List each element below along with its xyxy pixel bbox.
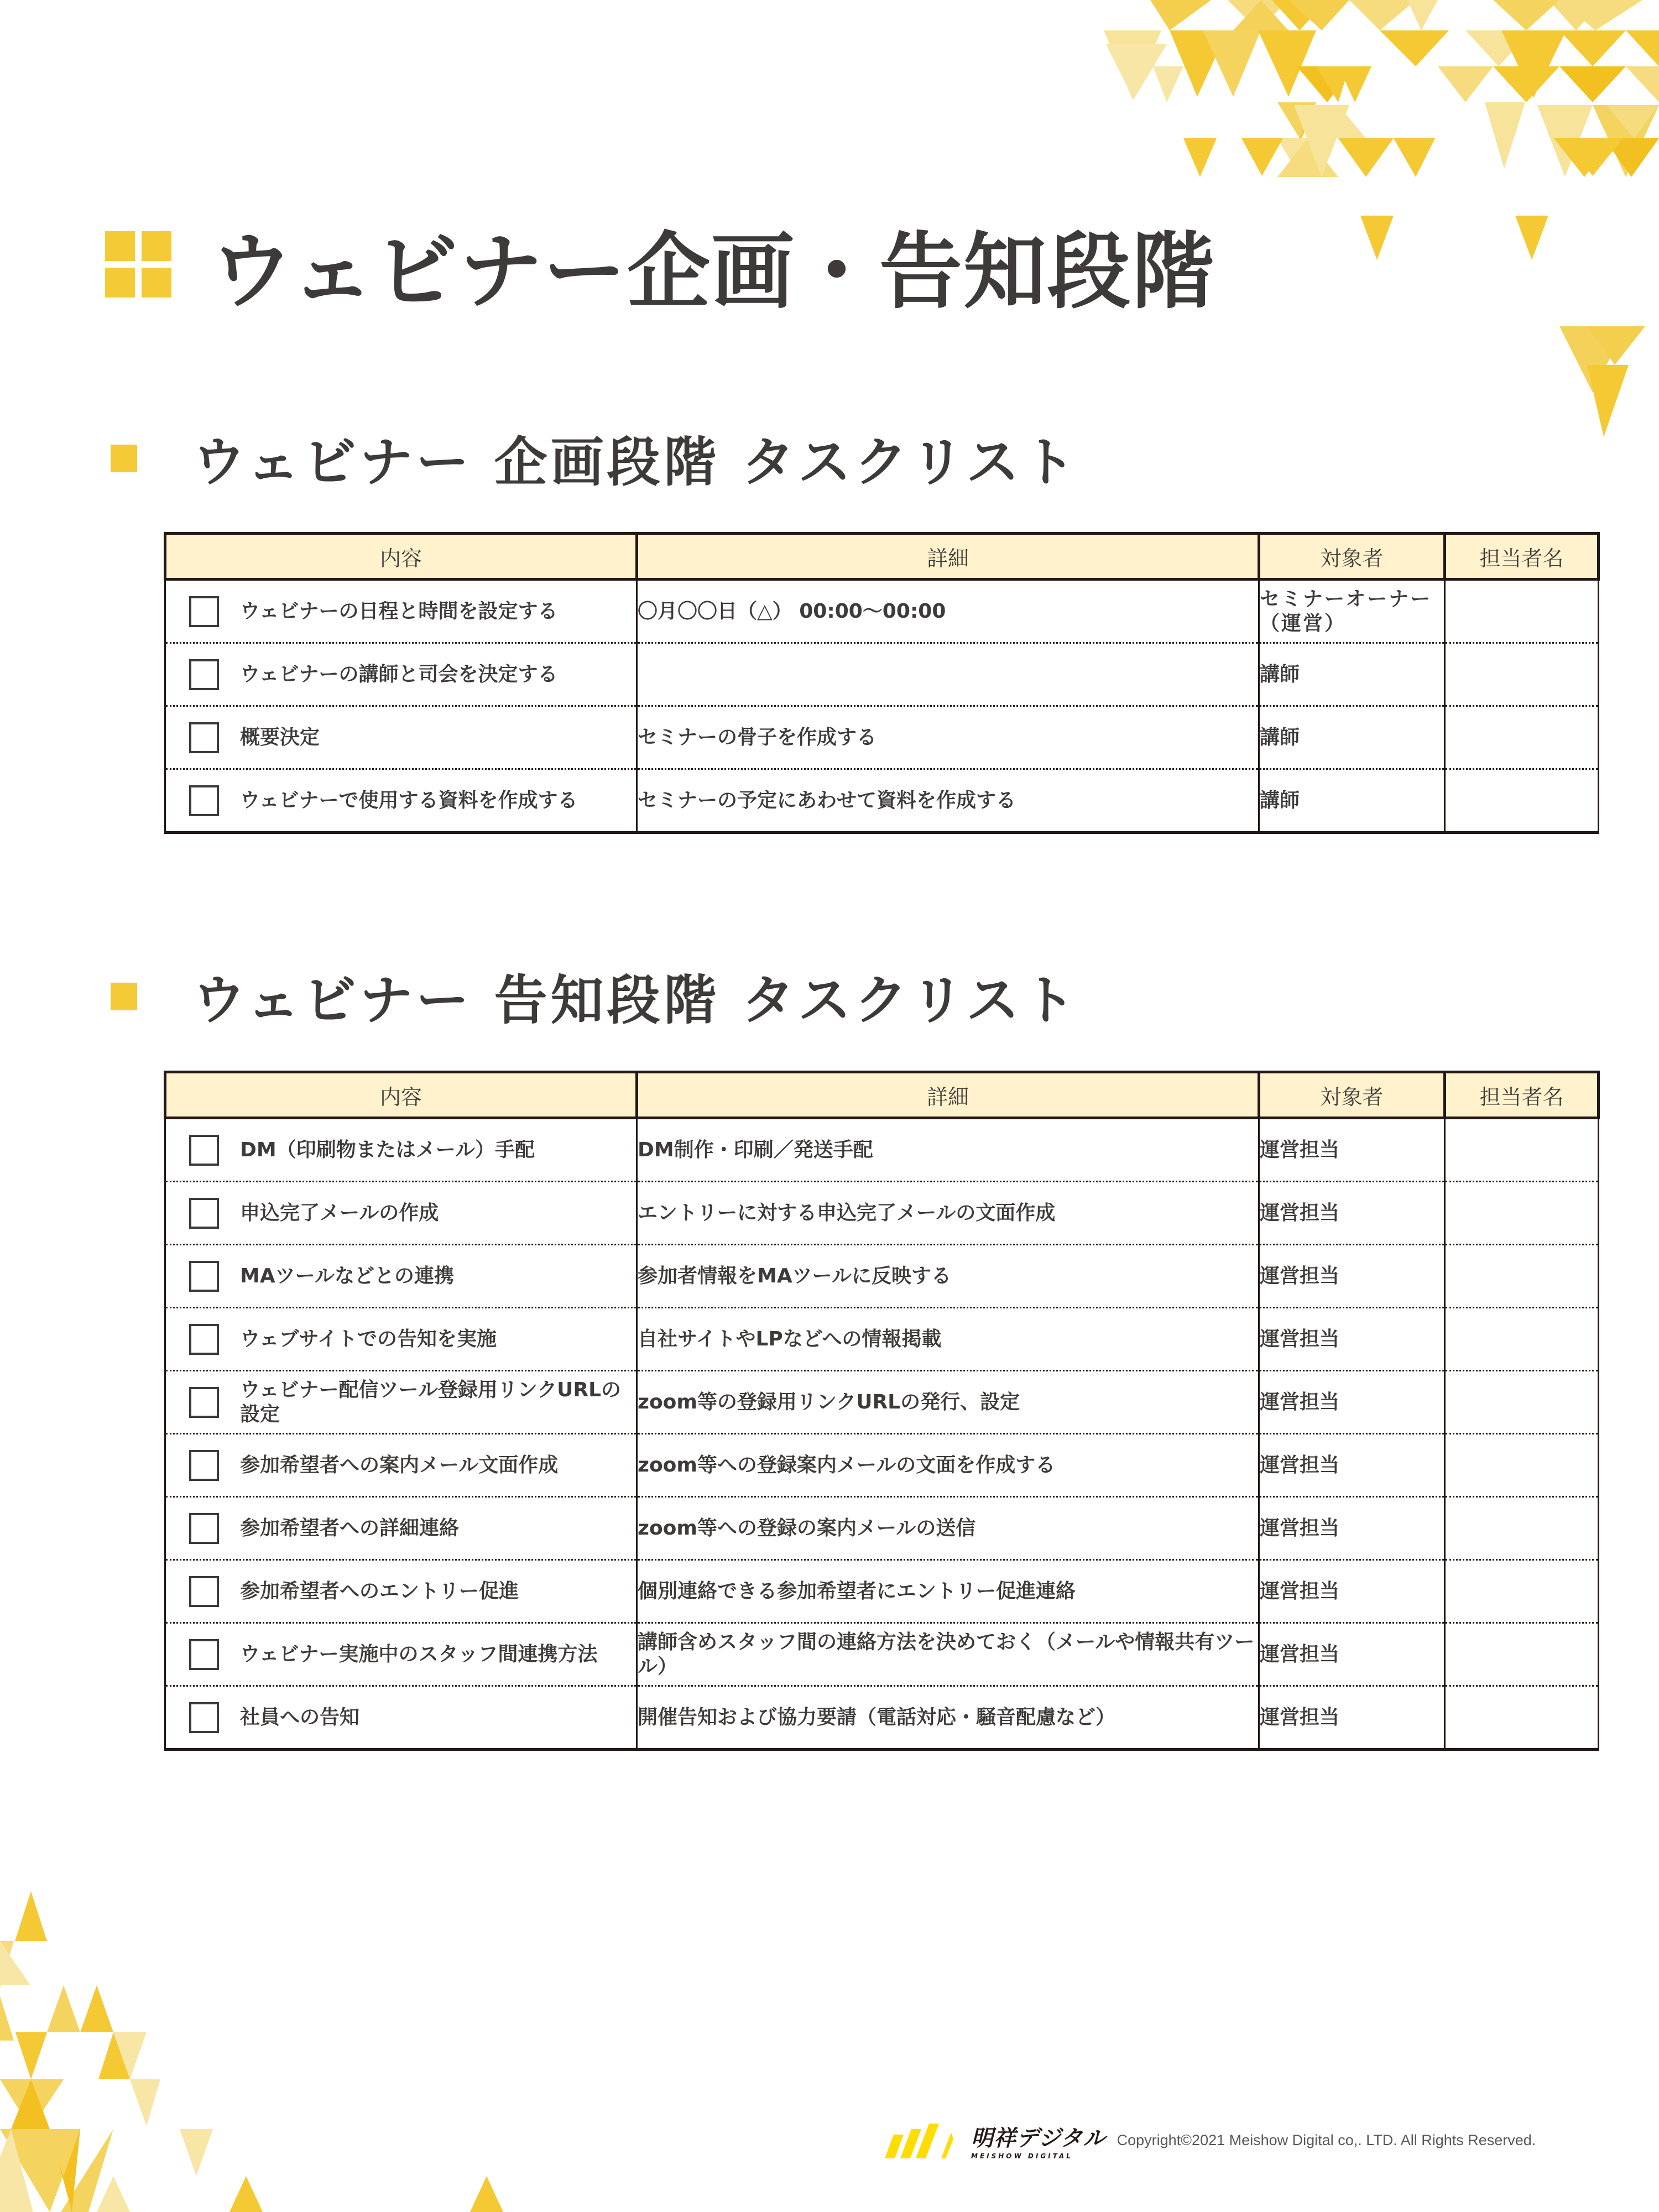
logo-stripes-icon xyxy=(879,2122,968,2160)
announcement-task-table xyxy=(164,1071,1600,1751)
task-checkbox[interactable] xyxy=(189,1198,219,1229)
table-row xyxy=(165,643,1599,706)
square-bullet-icon xyxy=(111,445,137,472)
logo-text-ja: 明祥デジタル xyxy=(971,2126,1106,2151)
task-content: DM（印刷物またはメール）手配 xyxy=(240,1138,535,1161)
table-row xyxy=(165,706,1599,769)
task-content: 概要決定 xyxy=(240,726,320,749)
table-row xyxy=(165,1308,1599,1371)
task-checkbox[interactable] xyxy=(189,1324,219,1355)
task-checkbox[interactable] xyxy=(189,596,219,627)
footer xyxy=(879,2121,1536,2160)
task-assignee[interactable] xyxy=(1445,1371,1599,1434)
task-content: 参加希望者へのエントリー促進 xyxy=(240,1579,519,1603)
task-content: ウェビナーの日程と時間を設定する xyxy=(240,599,558,623)
company-logo xyxy=(879,2121,1106,2160)
task-content: 参加希望者への案内メール文面作成 xyxy=(240,1453,559,1477)
table-row xyxy=(165,1560,1599,1623)
planning-task-table xyxy=(164,532,1600,834)
task-detail: 講師含めスタッフ間の連絡方法を決めておく（メールや情報共有ツール） xyxy=(637,1623,1259,1686)
task-target: 運営担当 xyxy=(1259,1560,1445,1623)
task-assignee[interactable] xyxy=(1445,1308,1599,1371)
task-target: 講師 xyxy=(1259,643,1445,706)
task-assignee[interactable] xyxy=(1445,1623,1599,1686)
task-target: 運営担当 xyxy=(1259,1118,1445,1182)
task-assignee[interactable] xyxy=(1445,1560,1599,1623)
table-row xyxy=(165,1182,1599,1245)
logo-text-en: MEISHOW DIGITAL xyxy=(971,2152,1073,2160)
table-header-row xyxy=(165,1072,1599,1118)
table-row xyxy=(165,1434,1599,1497)
column-header-assignee: 担当者名 xyxy=(1445,1072,1599,1118)
task-assignee[interactable] xyxy=(1445,1182,1599,1245)
task-target: 運営担当 xyxy=(1259,1686,1445,1750)
column-header-target: 対象者 xyxy=(1259,534,1445,580)
task-target: 運営担当 xyxy=(1259,1182,1445,1245)
task-target: 運営担当 xyxy=(1259,1434,1445,1497)
task-content: ウェビナーで使用する資料を作成する xyxy=(240,789,578,812)
task-target: 講師 xyxy=(1259,706,1445,769)
task-target: 運営担当 xyxy=(1259,1371,1445,1434)
task-detail: zoom等への登録案内メールの文面を作成する xyxy=(637,1434,1259,1497)
task-assignee[interactable] xyxy=(1445,1497,1599,1560)
table-row xyxy=(165,769,1599,833)
task-checkbox[interactable] xyxy=(189,1702,219,1733)
column-header-detail: 詳細 xyxy=(637,534,1259,580)
task-checkbox[interactable] xyxy=(189,1450,219,1481)
task-target: 運営担当 xyxy=(1259,1245,1445,1308)
page-title-text: ウェビナー企画・告知段階 xyxy=(210,224,1216,320)
task-detail: セミナーの予定にあわせて資料を作成する xyxy=(637,769,1259,833)
section-title-text: ウェビナー 告知段階 タスクリスト xyxy=(192,969,1079,1031)
task-target: 運営担当 xyxy=(1259,1308,1445,1371)
task-assignee[interactable] xyxy=(1445,1118,1599,1182)
table-row xyxy=(165,1623,1599,1686)
task-checkbox[interactable] xyxy=(189,1513,219,1544)
task-detail: 自社サイトやLPなどへの情報掲載 xyxy=(637,1308,1259,1371)
task-target: 運営担当 xyxy=(1259,1497,1445,1560)
task-detail: 開催告知および協力要請（電話対応・騒音配慮など） xyxy=(637,1686,1259,1750)
task-content: ウェビナー配信ツール登録用リンクURLの設定 xyxy=(240,1379,622,1426)
task-content: MAツールなどとの連携 xyxy=(240,1264,454,1287)
task-checkbox[interactable] xyxy=(189,1261,219,1292)
task-content: ウェビナーの講師と司会を決定する xyxy=(240,662,558,686)
task-checkbox[interactable] xyxy=(189,785,219,816)
task-checkbox[interactable] xyxy=(189,1135,219,1166)
task-content: 参加希望者への詳細連絡 xyxy=(240,1516,460,1540)
task-checkbox[interactable] xyxy=(189,1576,219,1607)
table-row xyxy=(165,1245,1599,1308)
table-row xyxy=(165,1497,1599,1560)
task-assignee[interactable] xyxy=(1445,580,1599,643)
task-checkbox[interactable] xyxy=(189,1639,219,1670)
table-row xyxy=(165,1686,1599,1750)
task-assignee[interactable] xyxy=(1445,1434,1599,1497)
task-content: ウェブサイトでの告知を実施 xyxy=(240,1327,497,1350)
task-detail: zoom等の登録用リンクURLの発行、設定 xyxy=(637,1371,1259,1434)
column-header-content: 内容 xyxy=(165,1072,637,1118)
task-detail: zoom等への登録の案内メールの送信 xyxy=(637,1497,1259,1560)
section-title-planning xyxy=(111,420,1079,496)
task-target: セミナーオーナー（運営） xyxy=(1259,580,1445,643)
task-detail: DM制作・印刷／発送手配 xyxy=(637,1118,1259,1182)
column-header-detail: 詳細 xyxy=(637,1072,1259,1118)
copyright-text: Copyright©2021 Meishow Digital co,. LTD. All Rights Reserved. xyxy=(1117,2132,1536,2148)
task-assignee[interactable] xyxy=(1445,706,1599,769)
task-assignee[interactable] xyxy=(1445,1245,1599,1308)
column-header-content: 内容 xyxy=(165,534,637,580)
task-target: 講師 xyxy=(1259,769,1445,833)
task-content: 社員への告知 xyxy=(240,1705,360,1729)
table-row xyxy=(165,580,1599,643)
table-row xyxy=(165,1371,1599,1434)
square-bullet-icon xyxy=(111,983,137,1010)
task-assignee[interactable] xyxy=(1445,643,1599,706)
section-title-announcement xyxy=(111,958,1079,1034)
task-detail xyxy=(637,643,1259,706)
task-detail: エントリーに対する申込完了メールの文面作成 xyxy=(637,1182,1259,1245)
task-detail: 参加者情報をMAツールに反映する xyxy=(637,1245,1259,1308)
column-header-target: 対象者 xyxy=(1259,1072,1445,1118)
task-assignee[interactable] xyxy=(1445,1686,1599,1750)
table-row xyxy=(165,1118,1599,1182)
task-content: 申込完了メールの作成 xyxy=(240,1201,439,1224)
task-detail: 個別連絡できる参加希望者にエントリー促進連絡 xyxy=(637,1560,1259,1623)
task-assignee[interactable] xyxy=(1445,769,1599,833)
task-detail: セミナーの骨子を作成する xyxy=(637,706,1259,769)
task-target: 運営担当 xyxy=(1259,1623,1445,1686)
task-content: ウェビナー実施中のスタッフ間連携方法 xyxy=(240,1642,598,1666)
grid-squares-icon xyxy=(105,231,171,298)
page-title xyxy=(105,205,1215,324)
table-header-row xyxy=(165,534,1599,580)
task-detail: 〇月〇〇日（△） 00:00～00:00 xyxy=(637,580,1259,643)
column-header-assignee: 担当者名 xyxy=(1445,534,1599,580)
task-checkbox[interactable] xyxy=(189,722,219,753)
section-title-text: ウェビナー 企画段階 タスクリスト xyxy=(192,431,1079,493)
task-checkbox[interactable] xyxy=(189,659,219,690)
task-checkbox[interactable] xyxy=(189,1387,219,1418)
